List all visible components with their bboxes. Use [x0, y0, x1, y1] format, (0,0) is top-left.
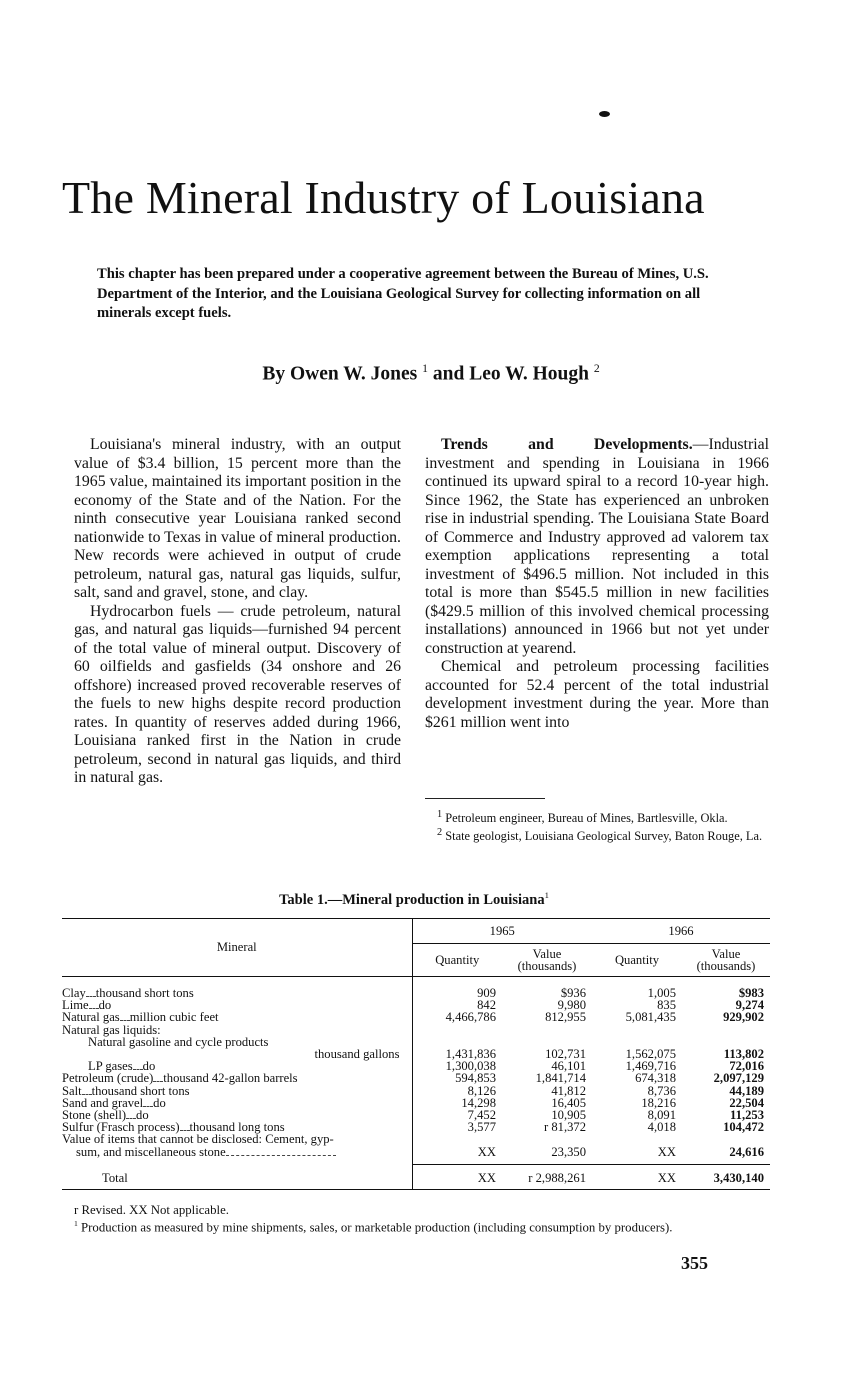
page-number: 355: [681, 1253, 708, 1273]
table-header-years: [62, 919, 770, 944]
quantity-1965-cell: 594,853: [455, 1071, 496, 1086]
mineral-name: Salt: [62, 1083, 82, 1098]
mineral-name: Natural gasoline and cycle products: [88, 1034, 269, 1049]
mineral-name: Sulfur (Frasch process): [62, 1120, 180, 1135]
value-1965-cell: $936: [560, 986, 586, 1000]
dot-leader: [133, 1069, 143, 1070]
dot-leader: [126, 1118, 136, 1119]
total-row: [62, 1164, 770, 1189]
author-2: Leo W. Hough: [469, 363, 589, 385]
total-quantity-1966: XX: [592, 1164, 682, 1189]
mineral-name: LP gases: [88, 1059, 133, 1074]
production-table: [62, 918, 770, 1190]
quantity-1965-cell: 8,126: [467, 1083, 496, 1098]
total-quantity-1965: XX: [412, 1164, 502, 1189]
quantity-1966-cell: 8,736: [647, 1083, 676, 1098]
total-label: Total: [102, 1170, 128, 1185]
mineral-name: Clay: [62, 986, 86, 1000]
dot-leader: [180, 1130, 190, 1131]
dot-leader: [120, 1020, 130, 1021]
paragraph: [425, 436, 769, 658]
mineral-name: Stone (shell): [62, 1108, 127, 1123]
footnote-mark: 2: [437, 826, 443, 838]
value-1966-cell: 104,472: [723, 1120, 764, 1135]
quantity-1965-cell: 909: [477, 986, 496, 1000]
table-row: [62, 1024, 770, 1036]
value-1965-cell: 10,905: [551, 1108, 586, 1123]
dot-leader: [86, 996, 96, 997]
value-1966-cell: 929,902: [723, 1010, 764, 1025]
dot-leader: [226, 1155, 336, 1156]
table-body: [62, 977, 770, 1190]
value-1966-cell: 113,802: [723, 1047, 764, 1062]
table-row: [62, 1133, 770, 1145]
author-1-mark: 1: [422, 362, 428, 375]
byline-and: and: [428, 363, 470, 385]
total-label-cell: [62, 1164, 412, 1189]
ink-dot: [599, 111, 610, 117]
mineral-cell: [62, 1024, 412, 1036]
table-footnotes: [62, 1203, 772, 1234]
year-header-1966: 1966: [592, 919, 770, 944]
paragraph: Louisiana's mineral industry, with an output value of $3.4 billion, 15 percent more than the 1965 value, maintained its important position in the economy of the State and of the Nation. For the ninth consecutive year Louisiana ranked second nationwide to Texas in value of mineral production. New records were achieved in output of crude petroleum, natural gas, natural gas liquids, sulfur, salt, sand and gravel, stone, and clay.: [74, 436, 401, 601]
quantity-1965-cell: [412, 1024, 502, 1036]
unit-label: million cubic feet: [129, 1010, 219, 1025]
table-caption-text: Table 1.—Mineral production in Louisiana: [279, 891, 545, 908]
value-1965-cell: 46,101: [551, 1059, 586, 1074]
quantity-1966-cell: 1,562,075: [625, 1047, 676, 1062]
value-1966-cell: 44,189: [729, 1083, 764, 1098]
mineral-name: Petroleum (crude): [62, 1071, 154, 1086]
unit-label: do: [153, 1095, 166, 1110]
right-column: [425, 436, 769, 732]
dot-leader: [82, 1094, 92, 1095]
unit-label: do: [98, 998, 112, 1013]
paragraph-text: —Industrial investment and spending in Louisiana in 1966 continued its upward spiral to a record 10-year high. Since 1962, the State has experienced an unbroken rise in industrial spending. The Louisiana State Board of Commerce and Industry approved ad valorem tax exemption applications representing a total investment of $496.5 million. Not included in this total is more than $545.5 million in new facilities ($429.5 million of this involved chemical processing installations) announced in 1966 but not yet under construction at yearend.: [425, 436, 769, 657]
value-1965-cell: [502, 1024, 592, 1036]
quantity-1966-cell: 8,091: [647, 1108, 676, 1123]
paragraph: Chemical and petroleum processing facilities accounted for 52.4 percent of the total industrial development investment during the year. More than $261 million went into: [425, 658, 769, 731]
value-1966-cell: [682, 1024, 770, 1036]
value-1966-cell: 9,274: [735, 998, 764, 1013]
value-1965-cell: r 81,372: [544, 1120, 586, 1135]
unit-label: thousand short tons: [95, 986, 194, 1000]
quantity-1965-cell: 842: [477, 998, 496, 1013]
value-1966-cell: 72,016: [729, 1059, 764, 1074]
value-1965-cell: 1,841,714: [535, 1071, 586, 1086]
total-value-1965: r 2,988,261: [502, 1164, 592, 1189]
footnote: [425, 826, 771, 844]
value-1965-cell: 812,955: [545, 1010, 586, 1025]
footnote-text: State geologist, Louisiana Geological Survey, Baton Rouge, La.: [445, 828, 763, 843]
left-column: [74, 436, 401, 788]
quantity-1966-cell: [592, 1024, 682, 1036]
table-row: [62, 1146, 770, 1158]
value-1965-cell: 16,405: [551, 1095, 586, 1110]
footnote-mark: 1: [437, 809, 443, 820]
author-footnotes: [425, 808, 771, 843]
value-1965-cell: 102,731: [545, 1047, 586, 1062]
mineral-cell: [62, 977, 412, 1000]
quantity-header: Quantity: [592, 944, 682, 977]
intro-note: This chapter has been prepared under a cooperative agreement between the Bureau of Mines, U.S. Department of the Interior, and the Louisiana Geological Survey for collecting information on all minerals except fuels.: [97, 266, 709, 321]
unit-label: do: [142, 1059, 156, 1074]
mineral-name: Lime: [62, 998, 89, 1013]
table-note-text: Production as measured by mine shipments, sales, or marketable production (including consumption by producers).: [81, 1220, 673, 1235]
quantity-1966-cell: 1,005: [647, 986, 676, 1000]
mineral-name: Sand and gravel: [62, 1095, 144, 1110]
value-1965-cell: 23,350: [551, 1144, 586, 1159]
quantity-1966-cell: 1,469,716: [625, 1059, 676, 1074]
dot-leader: [89, 1008, 99, 1009]
value-1966-cell: 11,253: [730, 1108, 764, 1123]
total-value-1966: 3,430,140: [682, 1164, 770, 1189]
unit-label: thousand gallons: [314, 1047, 400, 1062]
mineral-name: Natural gas liquids:: [62, 1022, 161, 1037]
quantity-1965-cell: [412, 1133, 502, 1145]
unit-label: thousand long tons: [189, 1120, 285, 1135]
quantity-1966-cell: 674,318: [635, 1071, 676, 1086]
quantity-1966-cell: 18,216: [641, 1095, 676, 1110]
dot-leader: [143, 1106, 153, 1107]
table-row: [62, 1011, 770, 1023]
year-header-1965: 1965: [412, 919, 592, 944]
quantity-header: Quantity: [412, 944, 502, 977]
quantity-1965-cell: 1,431,836: [445, 1047, 496, 1062]
value-1965-cell: [502, 1133, 592, 1145]
quantity-1966-cell: 835: [657, 998, 676, 1013]
table-row: [62, 1085, 770, 1097]
unit-label: do: [136, 1108, 149, 1123]
table-caption: [0, 885, 828, 910]
unit-label: thousand short tons: [91, 1083, 190, 1098]
mineral-name: Value of items that cannot be disclosed: Cement, gyp-: [62, 1132, 334, 1147]
quantity-1966-cell: 4,018: [647, 1120, 676, 1135]
value-1965-cell: 9,980: [557, 998, 586, 1013]
value-1965-cell: 41,812: [551, 1083, 586, 1098]
mineral-header: Mineral: [62, 919, 412, 977]
mineral-cell: [62, 1133, 412, 1145]
value-1966-cell: [682, 1133, 770, 1145]
footnote-rule: [425, 798, 545, 799]
footnote: [425, 808, 771, 826]
page-title: The Mineral Industry of Louisiana: [62, 172, 705, 223]
quantity-1965-cell: 14,298: [461, 1095, 496, 1110]
footnote-text: Petroleum engineer, Bureau of Mines, Bartlesville, Okla.: [445, 811, 728, 826]
table-row: [62, 977, 770, 1000]
value-1966-cell: 22,504: [729, 1095, 764, 1110]
mineral-cell: [62, 1146, 412, 1158]
author-1: Owen W. Jones: [289, 363, 418, 385]
quantity-1966-cell: 5,081,435: [625, 1010, 676, 1025]
value-1966-cell: $983: [738, 986, 764, 1000]
quantity-1965-cell: 7,452: [467, 1108, 496, 1123]
unit-label: thousand 42-gallon barrels: [163, 1071, 298, 1086]
quantity-1965-cell: 4,466,786: [445, 1010, 496, 1025]
paragraph: Hydrocarbon fuels — crude petroleum, natural gas, and natural gas liquids—furnished 94 percent of the total value of mineral output. Discovery of 60 oilfields and gasfields (34 onshore and 26 offshore) increased proved recoverable reserves of the fuels to new highs despite record production rates. In quantity of reserves added during 1966, Louisiana ranked first in the Nation in crude petroleum, second in natural gas liquids, and third in natural gas.: [74, 602, 401, 786]
quantity-1965-cell: XX: [477, 1144, 496, 1159]
quantity-1965-cell: 1,300,038: [445, 1059, 496, 1074]
quantity-1965-cell: 3,577: [467, 1120, 496, 1135]
value-header: Value (thousands): [502, 944, 592, 977]
quantity-1966-cell: [592, 1133, 682, 1145]
table-caption-mark: 1: [544, 890, 549, 900]
value-header: Value (thousands): [682, 944, 770, 977]
table-note: [62, 1217, 772, 1234]
dot-leader: [153, 1081, 163, 1082]
value-1966-cell: 2,097,129: [713, 1071, 764, 1086]
quantity-1966-cell: XX: [657, 1144, 676, 1159]
value-1966-cell: 24,616: [729, 1144, 764, 1159]
table-note-mark: 1: [74, 1219, 78, 1228]
byline-prefix: By: [262, 363, 290, 385]
mineral-name: Natural gas: [62, 1010, 120, 1025]
mineral-name: sum, and miscellaneous stone: [76, 1144, 226, 1159]
byline: [0, 356, 862, 388]
table-legend: r Revised. XX Not applicable.: [74, 1203, 229, 1217]
section-lead: Trends and Developments.: [441, 436, 693, 453]
author-2-mark: 2: [593, 362, 600, 375]
